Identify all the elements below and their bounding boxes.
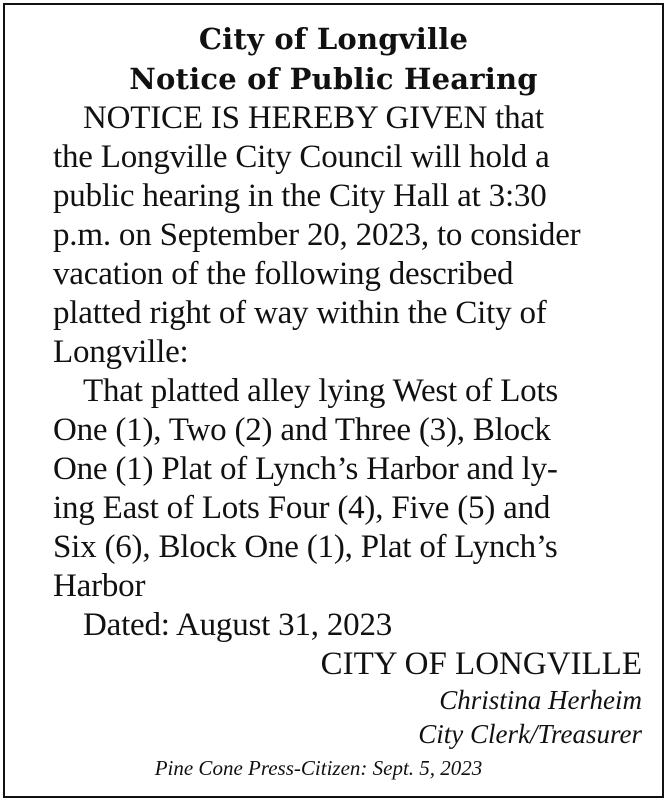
signature-name: Christina Herheim xyxy=(439,685,642,715)
signature-role: City Clerk/Treasurer xyxy=(418,719,642,749)
body-line: Harbor xyxy=(53,568,146,604)
body-line: That platted alley lying West of Lots xyxy=(83,373,559,409)
dated-line: Dated: August 31, 2023 xyxy=(83,607,393,643)
publication-line: Pine Cone Press-Citizen: Sept. 5, 2023 xyxy=(154,756,483,780)
body-line: One (1) Plat of Lynch’s Harbor and ly- xyxy=(53,451,558,487)
body-line: platted right of way within the City of xyxy=(53,295,547,331)
body-line: public hearing in the City Hall at 3:30 xyxy=(53,178,547,214)
body-line: vacation of the following described xyxy=(53,256,514,292)
body-line: Longville: xyxy=(53,334,189,370)
signature-block xyxy=(5,645,662,751)
notice-body xyxy=(5,99,662,645)
body-line: NOTICE IS HEREBY GIVEN that xyxy=(83,100,544,136)
body-line: Six (6), Block One (1), Plat of Lynch’s xyxy=(53,529,558,565)
notice-subtitle: Notice of Public Hearing xyxy=(129,62,538,96)
body-line: the Longville City Council will hold a xyxy=(53,139,550,175)
body-line: ing East of Lots Four (4), Five (5) and xyxy=(53,490,551,526)
notice-dated xyxy=(23,606,646,645)
body-line: p.m. on September 20, 2023, to consider xyxy=(53,217,581,253)
notice-paragraph-alley xyxy=(23,372,646,606)
notice-title: City of Longville xyxy=(198,22,469,56)
public-notice xyxy=(3,3,664,798)
body-line: One (1), Two (2) and Three (3), Block xyxy=(53,412,551,448)
signature-organization: CITY OF LONGVILLE xyxy=(320,646,642,682)
notice-paragraph-hearing xyxy=(23,99,646,372)
